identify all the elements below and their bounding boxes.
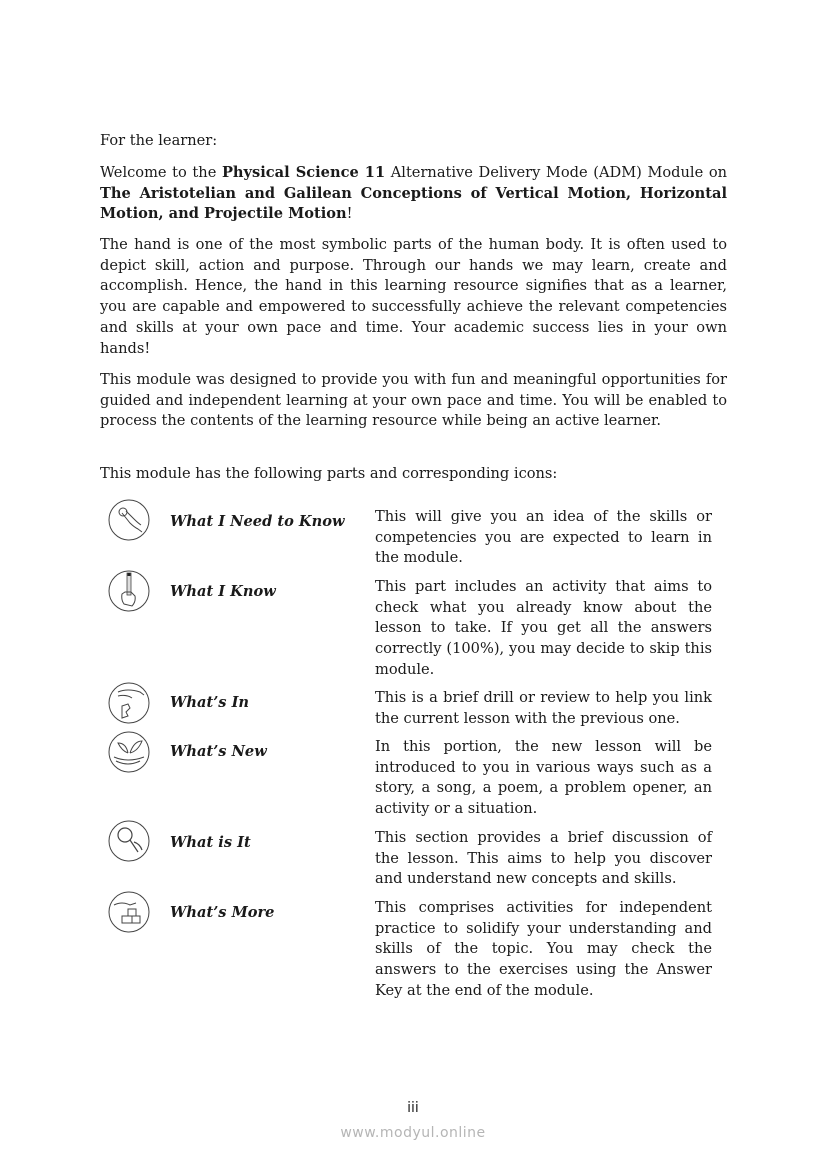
page-number: iii	[407, 1100, 419, 1116]
hand-holding-pencil-icon	[108, 570, 150, 612]
subject-name: Physical Science 11	[221, 164, 386, 181]
welcome-paragraph	[100, 163, 727, 225]
part-description: This comprises activities for independent practice to solidify your understanding and skills of the topic. You may check the answers to the exercises using the Answer Key at the end of the module.	[375, 899, 712, 999]
part-description: This will give you an idea of the skills or competencies you are expected to learn in the module.	[375, 508, 712, 567]
parts-intro: This module has the following parts and corresponding icons:	[100, 465, 558, 482]
part-description: This part includes an activity that aims to check what you already know about the lesson to take. If you get all the answers correctly (100%), you may decide to skip this module.	[375, 578, 712, 678]
module-title: The Aristotelian and Galilean Conceptions of Vertical Motion, Horizontal Motion, and Projectile Motion	[100, 184, 727, 223]
welcome-prefix: Welcome to the	[100, 164, 222, 181]
part-title: What I Know	[170, 583, 276, 600]
part-description: This section provides a brief discussion of the lesson. This aims to help you discover and understand new concepts and skills.	[375, 829, 712, 888]
part-description: In this portion, the new lesson will be introduced to you in various ways such as a story, a song, a poem, a problem opener, an activity or a situation.	[375, 738, 712, 818]
part-title: What I Need to Know	[170, 513, 345, 530]
hand-stacking-blocks-icon	[108, 891, 150, 933]
greeting: For the learner:	[100, 132, 218, 149]
part-description: This is a brief drill or review to help you link the current lesson with the previous one.	[375, 689, 712, 727]
part-title: What’s More	[170, 904, 275, 921]
part-title: What’s New	[170, 743, 267, 760]
magnifying-glass-hand-icon	[108, 820, 150, 862]
watermark: www.modyul.online	[340, 1125, 486, 1141]
hand-seedling-icon	[108, 731, 150, 773]
welcome-middle: Alternative Delivery Mode (ADM) Module on	[385, 164, 728, 181]
welcome-suffix: !	[346, 205, 353, 223]
part-title: What’s In	[170, 694, 250, 711]
design-paragraph: This module was designed to provide you with fun and meaningful opportunities for guided and independent learning at your own pace and time. You will be enabled to process the contents of the learning resource while being an active learner.	[100, 371, 727, 430]
hand-puzzle-icon	[108, 682, 150, 724]
hand-paragraph: The hand is one of the most symbolic parts of the human body. It is often used to depict skill, action and purpose. Through our hands we may learn, create and accomplish. Hence, the hand in this learning resource signifies that as a learner, you are capable and empowered to successfully achieve the relevant competencies and skills at your own pace and time. Your academic success lies in your own hands!	[100, 236, 727, 357]
part-title: What is It	[170, 834, 251, 851]
pointing-hand-icon	[108, 499, 150, 541]
